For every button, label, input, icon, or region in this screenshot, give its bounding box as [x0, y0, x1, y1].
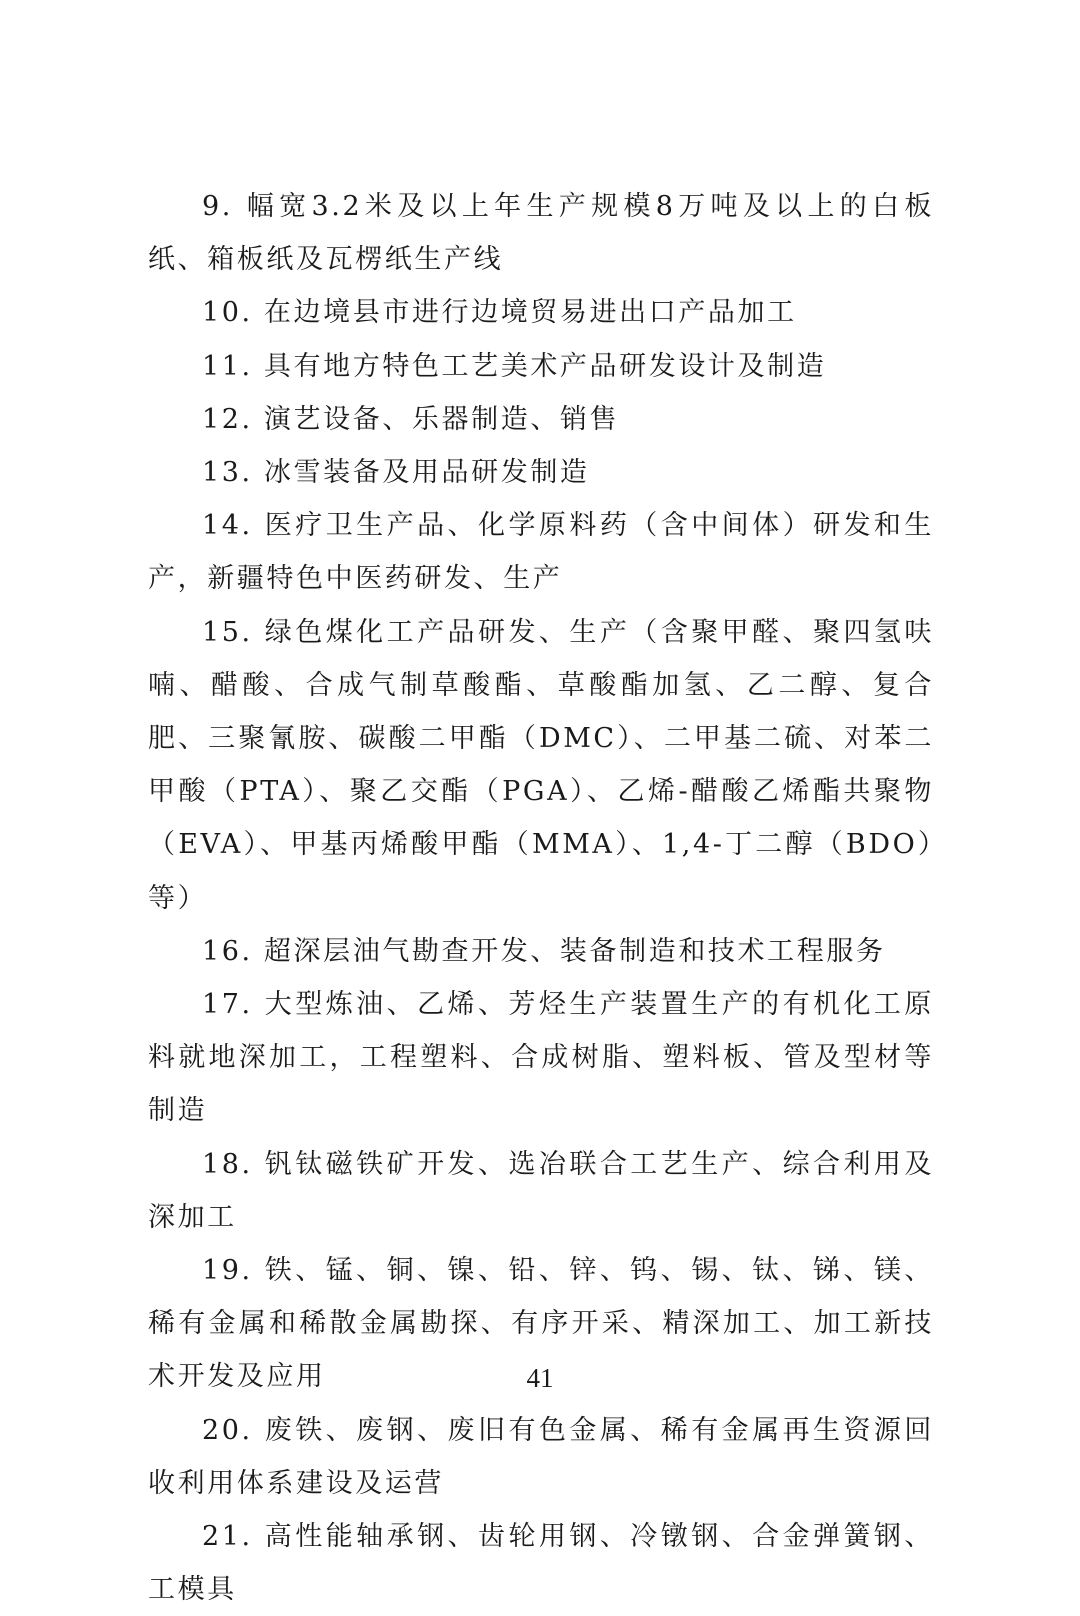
- list-item-20: 20. 废铁、废钢、废旧有色金属、稀有金属再生资源回收利用体系建设及运营: [148, 1414, 934, 1499]
- page-number: 41: [526, 1363, 554, 1393]
- list-item-19: 19. 铁、锰、铜、镍、铅、锌、钨、锡、钛、锑、镁、稀有金属和稀散金属勘探、有序开采、精深加工、加工新技术开发及应用: [148, 1255, 934, 1393]
- list-item-10: 10. 在边境县市进行边境贸易进出口产品加工: [202, 297, 797, 329]
- list-item-15: 15. 绿色煤化工产品研发、生产（含聚甲醛、聚四氢呋喃、醋酸、合成气制草酸酯、草酸酯加氢、乙二醇、复合肥、三聚氰胺、碳酸二甲酯（DMC）、二甲基二硫、对苯二甲酸（PTA）、聚乙交酯（PGA）、乙烯-醋酸乙烯酯共聚物（EVA）、甲基丙烯酸甲酯（MMA）、1,4-丁二醇（BDO）等）: [148, 616, 934, 914]
- list-item-13: 13. 冰雪装备及用品研发制造: [202, 457, 590, 489]
- list-item-17: 17. 大型炼油、乙烯、芳烃生产装置生产的有机化工原料就地深加工，工程塑料、合成树脂、塑料板、管及型材等制造: [148, 989, 934, 1127]
- list-item-14: 14. 医疗卫生产品、化学原料药（含中间体）研发和生产，新疆特色中医药研发、生产: [148, 510, 934, 595]
- list-item-9: 9. 幅宽3.2米及以上年生产规模8万吨及以上的白板纸、箱板纸及瓦楞纸生产线: [148, 191, 934, 276]
- document-body: [148, 180, 934, 1616]
- list-item-16: 16. 超深层油气勘查开发、装备制造和技术工程服务: [202, 935, 886, 967]
- list-item-21: 21. 高性能轴承钢、齿轮用钢、冷镦钢、合金弹簧钢、工模具: [148, 1521, 934, 1606]
- list-item-11: 11. 具有地方特色工艺美术产品研发设计及制造: [202, 350, 827, 382]
- list-item-12: 12. 演艺设备、乐器制造、销售: [202, 403, 620, 435]
- list-item-18: 18. 钒钛磁铁矿开发、选冶联合工艺生产、综合利用及深加工: [148, 1148, 934, 1233]
